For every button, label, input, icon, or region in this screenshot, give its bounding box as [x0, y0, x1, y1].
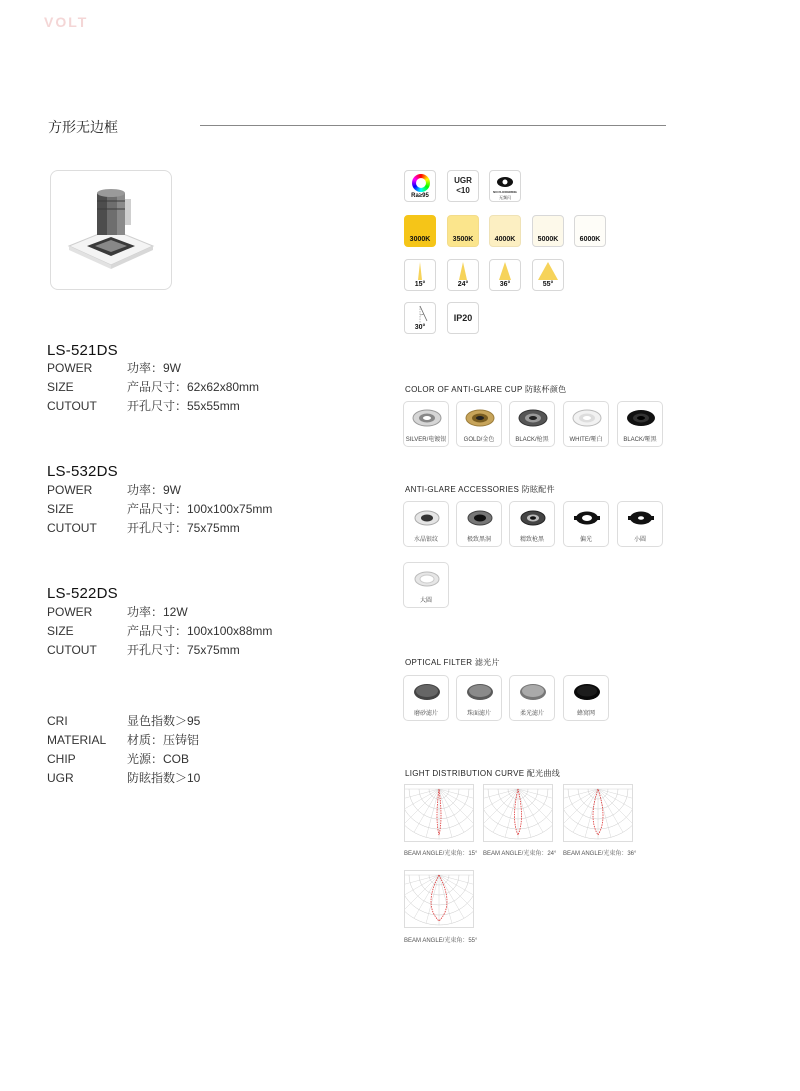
cct-label: 5000K [537, 236, 559, 243]
spec-value: 产品尺寸：100x100x75mm [127, 502, 273, 516]
cct-label: 6000K [579, 236, 601, 243]
beam-label: 55° [542, 281, 554, 288]
spec-key: POWER [47, 361, 93, 375]
beam-55-icon [532, 259, 564, 291]
beam-36-icon [489, 259, 521, 291]
ip-rating-icon [447, 302, 479, 334]
spec-key: UGR [47, 771, 74, 785]
spec-row [47, 622, 347, 641]
light-distribution-title: LIGHT DISTRIBUTION CURVE 配光曲线 [405, 769, 561, 778]
polar-chart-36 [563, 784, 633, 842]
cup-label: WHITE/哑白 [569, 437, 603, 443]
spec-key: SIZE [47, 624, 74, 638]
cct-6000k [574, 215, 606, 247]
polar-chart-24 [483, 784, 553, 842]
brand-logo: VOLT [44, 14, 89, 30]
spec-row [47, 519, 347, 538]
no-flicker-icon [489, 170, 521, 202]
general-spec-row [47, 769, 347, 788]
spec-row [47, 641, 347, 660]
accessory-label: 小圆 [633, 537, 646, 543]
no-flicker-label: NO FLICKERING [493, 190, 517, 194]
beam-angle-caption: BEAM ANGLE/光束角：24° [483, 851, 557, 857]
polar-chart-55 [404, 870, 474, 928]
tilt-30-icon [404, 302, 436, 334]
spec-value: 功率：12W [127, 605, 188, 619]
filter-bead [456, 675, 502, 721]
title-divider [200, 125, 666, 126]
spec-key: CRI [47, 714, 68, 728]
spec-row [47, 603, 347, 622]
section-title: 方形无边框 [48, 119, 118, 135]
ugr-value: <10 [456, 186, 470, 195]
spec-value: 产品尺寸：100x100x88mm [127, 624, 273, 638]
accessories-title: ANTI-GLARE ACCESSORIES 防眩配件 [405, 485, 555, 494]
tilt-label: 30° [414, 324, 426, 331]
spec-key: SIZE [47, 380, 74, 394]
accessory-gunmetal [509, 501, 555, 547]
cct-label: 3000K [409, 236, 431, 243]
cct-label: 3500K [452, 236, 474, 243]
spec-row [47, 481, 347, 500]
cup-label: GOLD/金色 [463, 437, 495, 443]
beam-label: 36° [499, 281, 511, 288]
accessory-label: 极致黑洞 [466, 537, 491, 543]
spec-key: MATERIAL [47, 733, 107, 747]
product-image-card [50, 170, 172, 290]
accessory-label: 水晶银纹 [413, 537, 438, 543]
accessory-crystal-silver [403, 501, 449, 547]
cup-silver [403, 401, 449, 447]
ugr-icon [447, 170, 479, 202]
downlight-product-image [51, 171, 171, 289]
model-ls-521ds: LS-521DS [47, 342, 118, 359]
spec-key: CUTOUT [47, 521, 97, 535]
spec-key: CUTOUT [47, 399, 97, 413]
spec-key: CHIP [47, 752, 76, 766]
cup-label: BLACK/哑黑 [623, 437, 657, 443]
ugr-label: UGR [454, 176, 472, 185]
cct-5000k [532, 215, 564, 247]
cct-label: 4000K [494, 236, 516, 243]
cup-black [617, 401, 663, 447]
eye-icon [490, 174, 520, 190]
accessory-polarizer [563, 501, 609, 547]
spec-value: 防眩指数＞10 [127, 771, 201, 785]
spec-value: 开孔尺寸：75x75mm [127, 521, 240, 535]
accessory-label: 偏光 [579, 537, 592, 543]
spec-value: 产品尺寸：62x62x80mm [127, 380, 260, 394]
filter-soft [509, 675, 555, 721]
filters-title: OPTICAL FILTER 滤光片 [405, 658, 500, 667]
spec-key: CUTOUT [47, 643, 97, 657]
spec-value: 开孔尺寸：55x55mm [127, 399, 240, 413]
cup-gold [456, 401, 502, 447]
cct-4000k [489, 215, 521, 247]
beam-angle-caption: BEAM ANGLE/光束角：15° [404, 851, 478, 857]
accessory-large-ring [403, 562, 449, 608]
spec-row [47, 397, 347, 416]
model-ls-532ds: LS-532DS [47, 463, 118, 480]
beam-label: 15° [414, 281, 426, 288]
ip-rating-label: IP20 [453, 313, 473, 323]
beam-15-icon [404, 259, 436, 291]
beam-angle-caption: BEAM ANGLE/光束角：55° [404, 938, 478, 944]
accessory-small-ring [617, 501, 663, 547]
filter-label: 柔光滤片 [519, 711, 544, 717]
spec-value: 功率：9W [127, 483, 182, 497]
accessory-label: 精致枪黑 [519, 537, 544, 543]
polar-chart-15 [404, 784, 474, 842]
accessory-label: 大圆 [419, 598, 432, 604]
cri-label: Ra≥95 [411, 193, 429, 199]
beam-label: 24° [457, 281, 469, 288]
spec-value: 显色指数＞95 [127, 714, 201, 728]
beam-24-icon [447, 259, 479, 291]
cct-3000k [404, 215, 436, 247]
spec-key: POWER [47, 605, 93, 619]
accessory-black-hole [456, 501, 502, 547]
filter-honeycomb [563, 675, 609, 721]
filter-frosted [403, 675, 449, 721]
spec-value: 材质：压铸铝 [127, 733, 200, 747]
general-spec-row [47, 712, 347, 731]
cup-label: BLACK/枪黑 [515, 437, 549, 443]
filter-label: 珠面滤片 [466, 711, 491, 717]
spec-row [47, 378, 347, 397]
beam-angle-caption: BEAM ANGLE/光束角：36° [563, 851, 637, 857]
cup-label: SILVER/电镀银 [405, 437, 447, 443]
cup-colors-title: COLOR OF ANTI-GLARE CUP 防眩杯颜色 [405, 385, 567, 394]
cup-white [563, 401, 609, 447]
general-spec-row [47, 750, 347, 769]
cct-3500k [447, 215, 479, 247]
model-ls-522ds: LS-522DS [47, 585, 118, 602]
cup-gunmetal [509, 401, 555, 447]
spec-row [47, 500, 347, 519]
spec-value: 功率：9W [127, 361, 182, 375]
spec-key: POWER [47, 483, 93, 497]
filter-label: 蜂窝网 [576, 711, 595, 717]
general-spec-row [47, 731, 347, 750]
cri-icon [404, 170, 436, 202]
spec-value: 光源：COB [127, 752, 190, 766]
spec-value: 开孔尺寸：75x75mm [127, 643, 240, 657]
spec-key: SIZE [47, 502, 74, 516]
filter-label: 磨砂滤片 [413, 711, 438, 717]
no-flicker-label-cn: 无频闪 [499, 195, 511, 200]
spec-row [47, 359, 347, 378]
